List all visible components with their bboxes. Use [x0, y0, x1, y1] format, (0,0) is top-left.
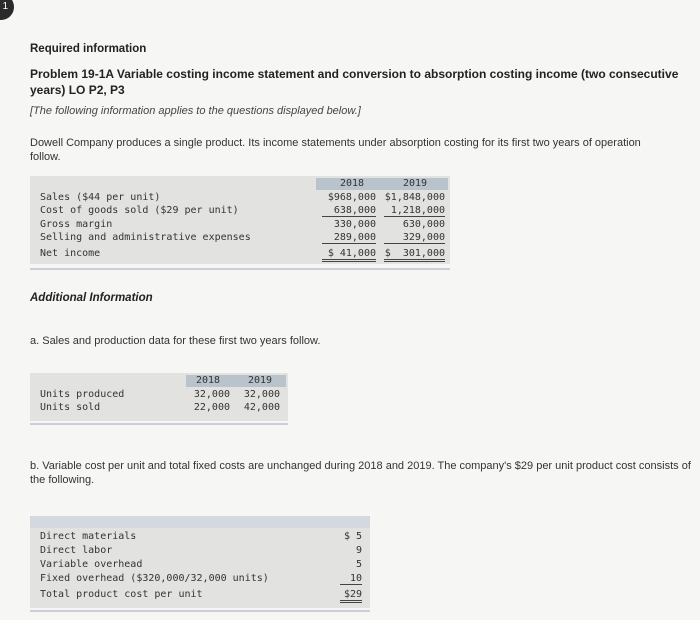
units-produced-label: Units produced	[40, 389, 125, 400]
direct-labor-value: 9	[355, 545, 362, 556]
sales-label: Sales ($44 per unit)	[40, 192, 161, 203]
gross-margin-2018: 330,000	[333, 219, 376, 230]
additional-information-heading: Additional Information	[30, 292, 153, 304]
cogs-2018: 638,000	[322, 205, 376, 217]
units-year-2019: 2019	[248, 375, 273, 386]
table-bottom-rule	[30, 268, 450, 270]
year-header-2018: 2018	[340, 178, 365, 189]
income-statement-header-bar	[316, 178, 448, 190]
units-produced-2018: 32,000	[193, 389, 230, 400]
selling-admin-2019: 329,000	[384, 232, 445, 244]
selling-admin-label: Selling and administrative expenses	[40, 232, 251, 243]
item-b-text: b. Variable cost per unit and total fixed costs are unchanged during 2018 and 2019. The company's $29 per unit product cost consists of the following.	[30, 460, 691, 486]
required-information-heading: Required information	[30, 43, 147, 55]
variable-overhead-label: Variable overhead	[40, 559, 143, 570]
item-a-text: a. Sales and production data for these first two years follow.	[30, 335, 321, 347]
units-year-2018: 2018	[196, 375, 221, 386]
total-cost-value: $29	[340, 589, 362, 603]
gross-margin-label: Gross margin	[40, 219, 113, 230]
total-cost-label: Total product cost per unit	[40, 589, 203, 600]
units-sold-label: Units sold	[40, 402, 101, 413]
intro-paragraph: Dowell Company produces a single product. Its income statements under absorption costing for its first two years of operation follow.	[30, 137, 641, 163]
cost-bottom-rule	[30, 610, 370, 612]
units-sold-2018: 22,000	[193, 402, 230, 413]
variable-overhead-value: 5	[355, 559, 362, 570]
sales-2018: $968,000	[327, 192, 376, 203]
units-produced-2019: 32,000	[243, 389, 280, 400]
fixed-overhead-value: 10	[340, 573, 362, 585]
year-header-2019: 2019	[403, 178, 428, 189]
net-income-label: Net income	[40, 248, 101, 259]
problem-title: Problem 19-1A Variable costing income statement and conversion to absorption costing income (two consecutive years) LO P2, P3	[30, 67, 679, 97]
fixed-overhead-label: Fixed overhead ($320,000/32,000 units)	[40, 573, 269, 584]
units-sold-2019: 42,000	[243, 402, 280, 413]
direct-materials-label: Direct materials	[40, 531, 137, 542]
sales-2019: $1,848,000	[384, 192, 445, 203]
applies-note: [The following information applies to the questions displayed below.]	[30, 105, 361, 117]
question-number-badge: 1	[0, 0, 14, 20]
gross-margin-2019: 630,000	[402, 219, 445, 230]
units-bottom-rule	[30, 423, 288, 425]
cogs-label: Cost of goods sold ($29 per unit)	[40, 205, 239, 216]
net-income-2019: $ 301,000	[384, 248, 445, 262]
direct-materials-value: $ 5	[343, 531, 362, 542]
cogs-2019: 1,218,000	[384, 205, 445, 217]
direct-labor-label: Direct labor	[40, 545, 113, 556]
selling-admin-2018: 289,000	[322, 232, 376, 244]
cost-header-bar	[30, 516, 370, 528]
net-income-2018: $ 41,000	[322, 248, 376, 262]
